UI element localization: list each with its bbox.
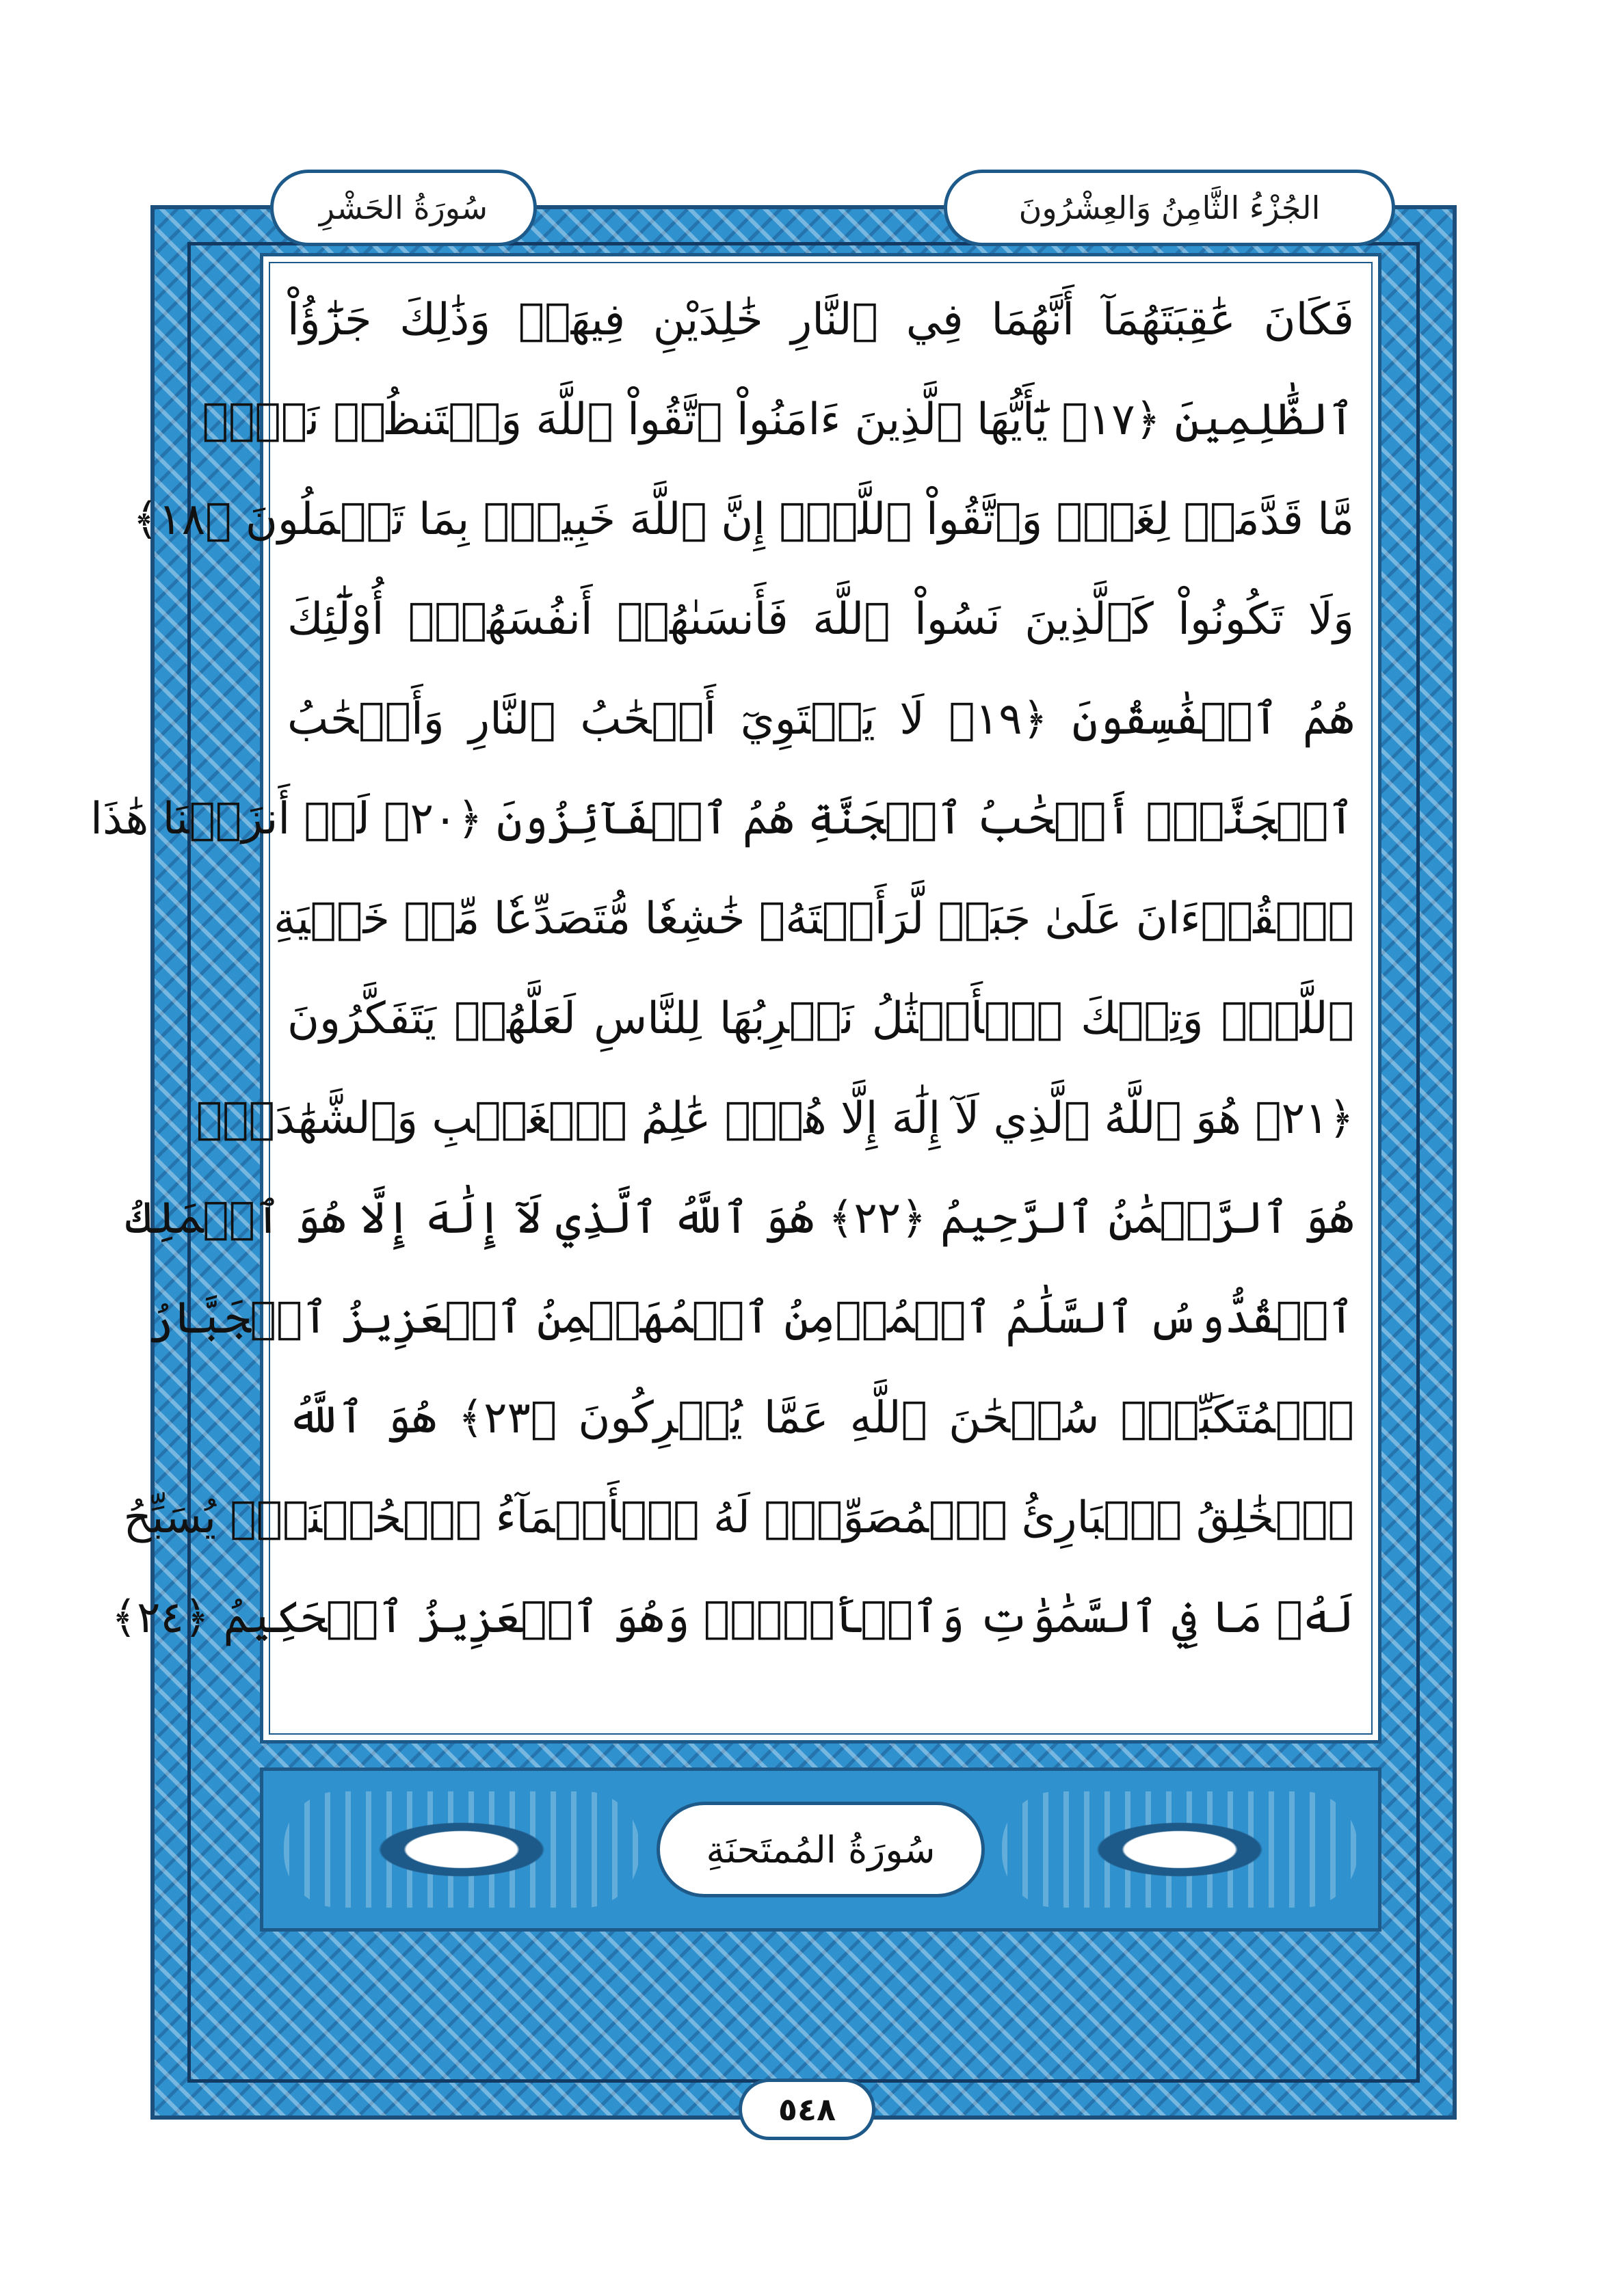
next-surah-banner (260, 1767, 1381, 1932)
banner-ornament-right (1002, 1791, 1358, 1908)
verse-line: ٱلۡخَٰلِقُ ٱلۡبَارِئُ ٱلۡمُصَوِّرُۖ لَهُ ٱلۡأَسۡمَآءُ ٱلۡحُسۡنَىٰۚ يُسَبِّحُ (123, 1493, 1354, 1543)
verse-line: ٱلۡقُرۡءَانَ عَلَىٰ جَبَلٖ لَّرَأَيۡتَهُۥ خَٰشِعٗا مُّتَصَدِّعٗا مِّنۡ خَشۡيَةِ (273, 894, 1354, 944)
verse-line: ٱلظَّٰلِمِينَ ﴿١٧﴾ يَٰٓأَيُّهَا ٱلَّذِينَ ءَامَنُواْ ٱتَّقُواْ ٱللَّهَ وَلۡتَنظُرۡ نَفۡسٞ (202, 395, 1354, 445)
verse-line: هُوَ ٱلرَّحۡمَٰنُ ٱلرَّحِيمُ ﴿٢٢﴾ هُوَ ٱللَّهُ ٱلَّذِي لَآ إِلَٰهَ إِلَّا هُوَ ٱلۡمَلِكُ (125, 1193, 1354, 1244)
verse-line: مَّا قَدَّمَتۡ لِغَدٖۖ وَٱتَّقُواْ ٱللَّهَۚ إِنَّ ٱللَّهَ خَبِيرُۢ بِمَا تَعۡمَلُونَ ﴿١٨﴾ (132, 494, 1354, 545)
verse-line: ٱلۡمُتَكَبِّرُۚ سُبۡحَٰنَ ٱللَّهِ عَمَّا يُشۡرِكُونَ ﴿٢٣﴾ هُوَ ٱللَّهُ (287, 1393, 1355, 1443)
verse-line: لَهُۥ مَا فِي ٱلسَّمَٰوَٰتِ وَٱلۡأَرۡضِۖ وَهُوَ ٱلۡعَزِيزُ ٱلۡحَكِيمُ ﴿٢٤﴾ (111, 1592, 1354, 1643)
verse-line: ٱللَّهِۚ وَتِلۡكَ ٱلۡأَمۡثَٰلُ نَضۡرِبُهَا لِلنَّاسِ لَعَلَّهُمۡ يَتَفَكَّرُونَ (287, 993, 1354, 1044)
verse-lines (90, 270, 1355, 1668)
verse-line: ٱلۡقُدُّوسُ ٱلسَّلَٰمُ ٱلۡمُؤۡمِنُ ٱلۡمُهَيۡمِنُ ٱلۡعَزِيزُ ٱلۡجَبَّارُ (147, 1293, 1354, 1344)
verse-line: فَكَانَ عَٰقِبَتَهُمَآ أَنَّهُمَا فِي ٱلنَّارِ خَٰلِدَيْنِ فِيهَاۚ وَذَٰلِكَ جَزَٰٓؤُاْ (287, 295, 1354, 345)
juz-name-header (944, 170, 1395, 246)
banner-ornament-left (284, 1791, 639, 1908)
surah-name-label: سُورَةُ الحَشْرِ (319, 189, 488, 226)
juz-name-label: الجُزْءُ الثَّامِنُ وَالعِشْرُونَ (1018, 189, 1321, 226)
verse-line: ﴿٢١﴾ هُوَ ٱللَّهُ ٱلَّذِي لَآ إِلَٰهَ إِلَّا هُوَۖ عَٰلِمُ ٱلۡغَيۡبِ وَٱلشَّهَٰدَةِۖ (196, 1093, 1354, 1144)
verse-line: وَلَا تَكُونُواْ كَٱلَّذِينَ نَسُواْ ٱللَّهَ فَأَنسَىٰهُمۡ أَنفُسَهُمۡۚ أُوْلَٰٓئِكَ (287, 594, 1354, 645)
page-number: ٥٤٨ (739, 2079, 875, 2140)
verse-line: هُمُ ٱلۡفَٰسِقُونَ ﴿١٩﴾ لَا يَسۡتَوِيٓ أَصۡحَٰبُ ٱلنَّارِ وَأَصۡحَٰبُ (287, 694, 1355, 745)
next-surah-title: سُورَةُ المُمتَحنَةِ (657, 1802, 985, 1897)
surah-name-header (270, 170, 537, 246)
verse-line: ٱلۡجَنَّةِۚ أَصۡحَٰبُ ٱلۡجَنَّةِ هُمُ ٱلۡفَآئِزُونَ ﴿٢٠﴾ لَوۡ أَنزَلۡنَا هَٰذَا (90, 794, 1354, 844)
